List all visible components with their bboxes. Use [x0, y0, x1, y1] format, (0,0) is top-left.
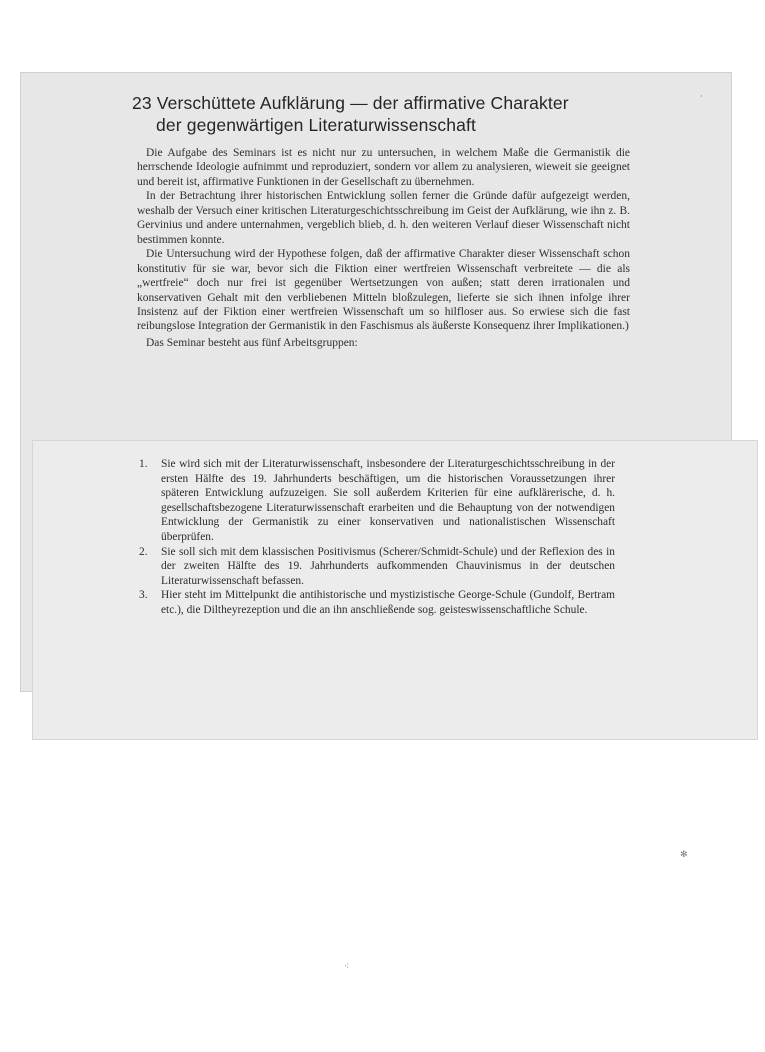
item-text: Sie soll sich mit dem klassischen Positivismus (Scherer/Schmidt-Schule) und der Reflexion des in der zweiten Hälfte des 19. Jahrhunderts aufkommenden Chauvinismus in der deutschen Literaturwissenschaft befassen. [161, 545, 615, 587]
list-item [137, 545, 615, 589]
item-text: Hier steht im Mittelpunkt die antihistorische und mystizistische George-Schule (Gundolf, Bertram etc.), die Diltheyrezeption und die an ihn anschließende sog. geisteswissenschaftliche Schule. [161, 589, 615, 616]
groups-heading: Das Seminar besteht aus fünf Arbeitsgruppen: [146, 336, 358, 349]
scan-speck-icon: ⁖ [344, 962, 350, 972]
item-number: 2. [139, 545, 148, 558]
title-line-2: der gegenwärtigen Literaturwissenschaft [156, 115, 477, 135]
section-title [132, 92, 652, 136]
scan-speck-icon: · [700, 92, 703, 102]
scan-speck-icon: ✻ [680, 850, 688, 860]
working-groups-list [137, 457, 615, 618]
intro-text [137, 146, 630, 350]
list-item [137, 588, 615, 617]
item-text: Sie wird sich mit der Literaturwissenschaft, insbesondere der Literaturgeschichtsschreibung in der ersten Hälfte des 19. Jahrhunderts beschäftigen, um die historischen Voraussetzungen ihrer späteren Entwicklung aufzuzeigen. Sie soll außerdem Kriterien für eine aufklärerische, d. h. gesellschaftsbezogene Literaturwissenschaft erarbeiten und die Behauptung von der notwendigen Entwicklung der Germanistik zu einer konservativen und nationalistischen Wissenschaft überprüfen. [161, 458, 615, 543]
paragraph: Die Aufgabe des Seminars ist es nicht nur zu untersuchen, in welchem Maße die Germanistik die herrschende Ideologie aufnimmt und reproduziert, sondern vor allem zu analysieren, wieweit sie geeignet und bereit ist, affirmative Funktionen in der Gesellschaft zu übernehmen. [137, 147, 630, 188]
item-number: 1. [139, 458, 148, 470]
paragraph: Die Untersuchung wird der Hypothese folgen, daß der affirmative Charakter dieser Wissenschaft schon konstitutiv für sie war, bevor sich die Fiktion einer wertfreien Wissenschaft verbreitete — die als „wertfreie“ doch nur frei ist gegenüber Wertsetzungen von außen; statt deren irrationalen und konservativen Gehalt mit den verbliebenen Mitteln bloßzulegen, lieferte sie sich ihnen infolge ihrer Insistenz auf der Fiktion einer wertfreien Wissenschaft um so hilfloser aus. So erwiese sich die fast reibungslose Integration der Germanistik in den Faschismus als äußerste Konsequenz ihrer Implikationen.) [137, 248, 630, 333]
title-line-1: 23 Verschüttete Aufklärung — der affirmative Charakter [132, 93, 569, 113]
item-number: 3. [139, 589, 148, 602]
paragraph: In der Betrachtung ihrer historischen Entwicklung sollen ferner die Gründe dafür aufgezeigt werden, weshalb der Versuch einer kritischen Literaturgeschichtsschreibung im Geist der Aufklärung, wie ihn z. B. Gervinius und andere unternahmen, vergeblich blieb, d. h. den weiteren Verlauf dieser Wissenschaft nicht bestimmen konnte. [137, 190, 630, 246]
list-item [137, 457, 615, 545]
